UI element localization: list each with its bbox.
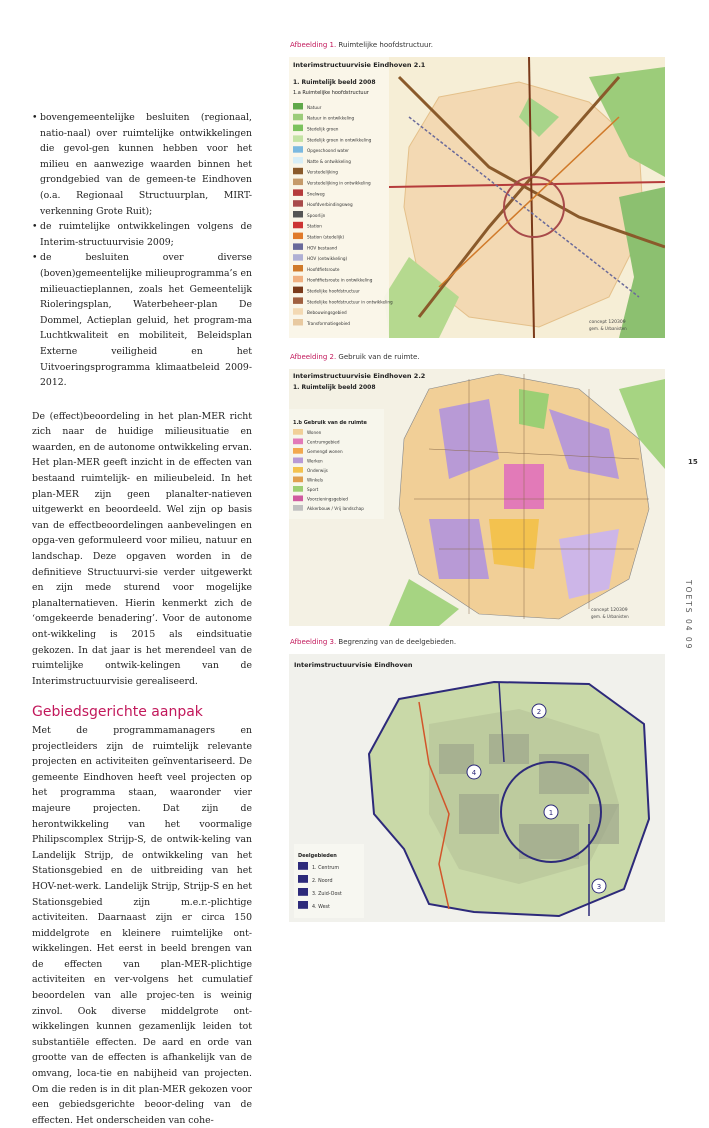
legend-swatch — [298, 888, 308, 896]
legend-title: Deelgebieden — [298, 853, 337, 859]
legend-label: Hoofdverbindingsweg — [307, 202, 353, 208]
legend-swatch — [293, 103, 303, 109]
figure-caption-text: Ruimtelijke hoofdstructuur. — [338, 41, 433, 49]
legend-label: Hoofdfietsroute in ontwikkeling — [307, 277, 373, 283]
map-title: Interimstructuurvisie Eindhoven — [294, 661, 413, 669]
legend-swatch — [293, 297, 303, 303]
figure-caption-text: Begrenzing van de deelgebieden. — [338, 638, 457, 646]
map-note: gem. & Urbanisten — [589, 326, 627, 331]
page-number: 15 — [688, 458, 698, 466]
legend-swatch — [293, 496, 303, 502]
map-title: Interimstructuurvisie Eindhoven 2.1 — [293, 61, 426, 69]
legend-label: Opgeschoond water — [307, 148, 350, 154]
running-head: TOETS 04 09 — [684, 580, 693, 651]
legend-swatch — [293, 254, 303, 260]
legend-swatch — [293, 429, 303, 435]
legend-swatch — [293, 211, 303, 217]
legend-swatch — [293, 243, 303, 249]
legend-label: Natte & ontwikkeling — [307, 158, 351, 164]
legend-label: 1. Centrum — [312, 866, 340, 872]
legend-swatch — [293, 477, 303, 483]
legend-swatch — [293, 458, 303, 464]
legend-swatch — [293, 486, 303, 492]
district-marker — [592, 879, 606, 893]
legend-swatch — [298, 862, 308, 870]
legend-swatch — [293, 114, 303, 120]
legend-label: Stedelijk groen in ontwikkeling — [307, 137, 372, 143]
legend-swatch — [298, 875, 308, 883]
legend-swatch — [293, 168, 303, 174]
figure-caption — [290, 353, 420, 361]
legend-label: HOV (ontwikkeling) — [307, 256, 348, 262]
legend-label: Stedelijk groen — [307, 126, 339, 132]
legend-label: Gemengd wonen — [307, 449, 343, 455]
body-paragraph: Met de programmamanagers en projectleiders zijn de ruimtelijk relevante projecten en activiteiten geïnventariseerd. De gemeente Eindhoven heeft veel projecten op het programma staan, waaronder vier majeure projecten. Dat zijn de herontwikkeling van het voormalige Philipscomplex Strijp-S, de ontwik-keling van Landelijk Strijp, de ontwikkeling van het Stationsgebied en de uitbreiding van het HOV-net-werk. Landelijk Strijp, Strijp-S en het Stationsgebied zijn m.e.r.-plichtige activiteiten. Daarnaast zijn er circa 150 middelgrote en kleinere ruimtelijke ont-wikkelingen. Het eerst in beeld brengen van de effecten van plan-MER-plichtige activiteiten en ver-volgens het cumulatief beoordelen van alle projec-ten is weinig zinvol. Ook diverse middelgrote ont-wikkelingen kunnen gezamenlijk leiden tot substantiële effecten. De aard en orde van grootte van de effecten is afhankelijk van de omvang, loca-tie en nabijheid van projecten. Om die reden is in dit plan-MER gekozen voor een gebiedsgerichte beoor-deling van de effecten. Het onderscheiden van cohe- — [32, 724, 252, 1126]
map-subtitle: 1. Ruimtelijk beeld 2008 — [293, 384, 376, 391]
figure-1-map — [289, 57, 665, 338]
legend-label: 2. Noord — [312, 879, 333, 885]
legend-swatch — [293, 146, 303, 152]
legend-label: Station (stedelijk) — [307, 234, 345, 240]
figure-label: Afbeelding 3. — [290, 638, 337, 646]
legend-swatch — [293, 233, 303, 239]
map-note: concept 120309 — [589, 320, 626, 325]
legend-label: Verstedelijking — [307, 169, 338, 175]
legend-swatch — [298, 901, 308, 909]
legend-title: 1.b Gebruik van de ruimte — [293, 420, 367, 426]
figure-caption — [290, 638, 456, 646]
legend-swatch — [293, 439, 303, 445]
legend-label: 4. West — [312, 905, 330, 911]
legend-label: Stedelijke hoofdstructuur — [307, 288, 360, 294]
legend-swatch — [293, 505, 303, 511]
map-title: Interimstructuurvisie Eindhoven 2.2 — [293, 372, 426, 380]
svg-text:3: 3 — [596, 883, 602, 891]
figure-3-map — [289, 654, 665, 922]
legend-label: Snelweg — [307, 191, 325, 197]
bullet-list — [32, 110, 252, 391]
legend-label: Verstedelijking in ontwikkeling — [307, 180, 371, 186]
legend-label: Hoofdfietsroute — [307, 266, 340, 272]
legend-label: Wonen — [307, 430, 322, 436]
legend-label: Natuur in ontwikkeling — [307, 115, 355, 121]
district-marker — [532, 704, 546, 718]
left-column — [32, 110, 252, 1128]
legend-swatch — [293, 189, 303, 195]
map-note: concept 120309 — [591, 608, 628, 613]
bullet-item: • de besluiten over diverse (boven)gemeentelijke milieuprogramma’s en milieuactieplannen, zoals het Gemeentelijk Rioleringsplan, Waterbeheer-plan De Dommel, Actieplan geluid, het program-ma Luchtkwaliteit en mobiliteit, Beleidsplan Externe veiligheid en het Uitvoeringsprogramma klimaatbeleid 2009-2012. — [32, 250, 252, 390]
structure-map-image — [289, 57, 665, 338]
body-paragraph: De (effect)beoordeling in het plan-MER richt zich naar de huidige milieusituatie en waarden, en de autonome ontwikkeling ervan. Het plan-MER geeft inzicht in de effecten van bestaand ruimtelijk- en milieubeleid. In het plan-MER zijn geen planalter-natieven uitgewerkt en beoordeeld. Wel zijn op basis van de effectbeoordelingen aanbevelingen en opga-ven geformuleerd voor milieu, natuur en landschap. Deze opgaven worden in de definitieve Structuurvi-sie verder uitgewerkt en zijn mede sturend voor mogelijke planalternatieven. Hierin kenmerkt zich de ‘omgekeerde benadering’. Voor de autonome ont-wikkeling is 2015 als eindsituatie gekozen. In dat jaar is het merendeel van de ruimtelijke ontwik-kelingen van de Interimstructuurvisie gerealiseerd. — [32, 410, 252, 687]
svg-text:4: 4 — [471, 769, 477, 777]
legend-label: Werken — [307, 458, 323, 464]
legend-swatch — [293, 319, 303, 325]
legend-label: HOV bestaand — [307, 245, 338, 251]
legend-swatch — [293, 222, 303, 228]
bullet-item: • bovengemeentelijke besluiten (regionaal, natio-naal) over ruimtelijke ontwikkelingen die gevol-gen kunnen hebben voor het milieu en aanwezige waarden binnen het grondgebied van de gemeen-te Eindhoven (o.a. Regionaal Structuurplan, MIRT-verkenning Grote Ruit); — [32, 110, 252, 219]
legend-swatch — [293, 135, 303, 141]
figure-label: Afbeelding 1. — [290, 41, 337, 49]
figure-2-map — [289, 369, 665, 626]
figure-caption — [290, 41, 433, 49]
legend-label: Akkerbouw / Vrij landschap — [307, 506, 364, 512]
map-subtitle: 1. Ruimtelijk beeld 2008 — [293, 79, 376, 86]
legend-label: Centrumgebied — [307, 439, 340, 445]
svg-text:2: 2 — [536, 708, 542, 716]
legend-swatch — [293, 276, 303, 282]
legend-swatch — [293, 157, 303, 163]
legend-label: 3. Zuid-Oost — [312, 892, 342, 898]
land-use-map-image — [289, 369, 665, 626]
legend-label: Transformatiegebied — [307, 320, 351, 326]
section-heading: Gebiedsgerichte aanpak — [32, 704, 203, 721]
legend-label: Natuur — [307, 104, 322, 110]
legend-label: Station — [307, 223, 322, 229]
legend-swatch — [293, 179, 303, 185]
svg-text:1: 1 — [548, 809, 554, 817]
legend-label: Voorzieningsgebied — [307, 496, 348, 502]
legend-label: Bebouwingsgebied — [307, 310, 347, 316]
legend-label: Spoorlijn — [307, 212, 326, 218]
district-marker — [544, 805, 558, 819]
legend-swatch — [293, 125, 303, 131]
legend-swatch — [293, 287, 303, 293]
legend-swatch — [293, 265, 303, 271]
legend-swatch — [293, 448, 303, 454]
map-note: gem. & Urbanisten — [591, 614, 629, 619]
district-marker — [467, 765, 481, 779]
bullet-item: • de ruimtelijke ontwikkelingen volgens de Interim-structuurvisie 2009; — [32, 219, 252, 250]
legend-swatch — [293, 200, 303, 206]
legend-label: Onderwijs — [307, 468, 328, 474]
map-subsubtitle: 1.a Ruimtelijke hoofdstructuur — [293, 90, 369, 96]
figure-label: Afbeelding 2. — [290, 353, 337, 361]
district-boundary-map-image — [289, 654, 665, 922]
legend-label: Winkels — [307, 477, 324, 483]
legend-label: Stedelijke hoofdstructuur in ontwikkeling — [307, 299, 393, 305]
legend-swatch — [293, 467, 303, 473]
legend-swatch — [293, 308, 303, 314]
legend-label: Sport — [307, 487, 319, 493]
figure-caption-text: Gebruik van de ruimte. — [338, 353, 420, 361]
